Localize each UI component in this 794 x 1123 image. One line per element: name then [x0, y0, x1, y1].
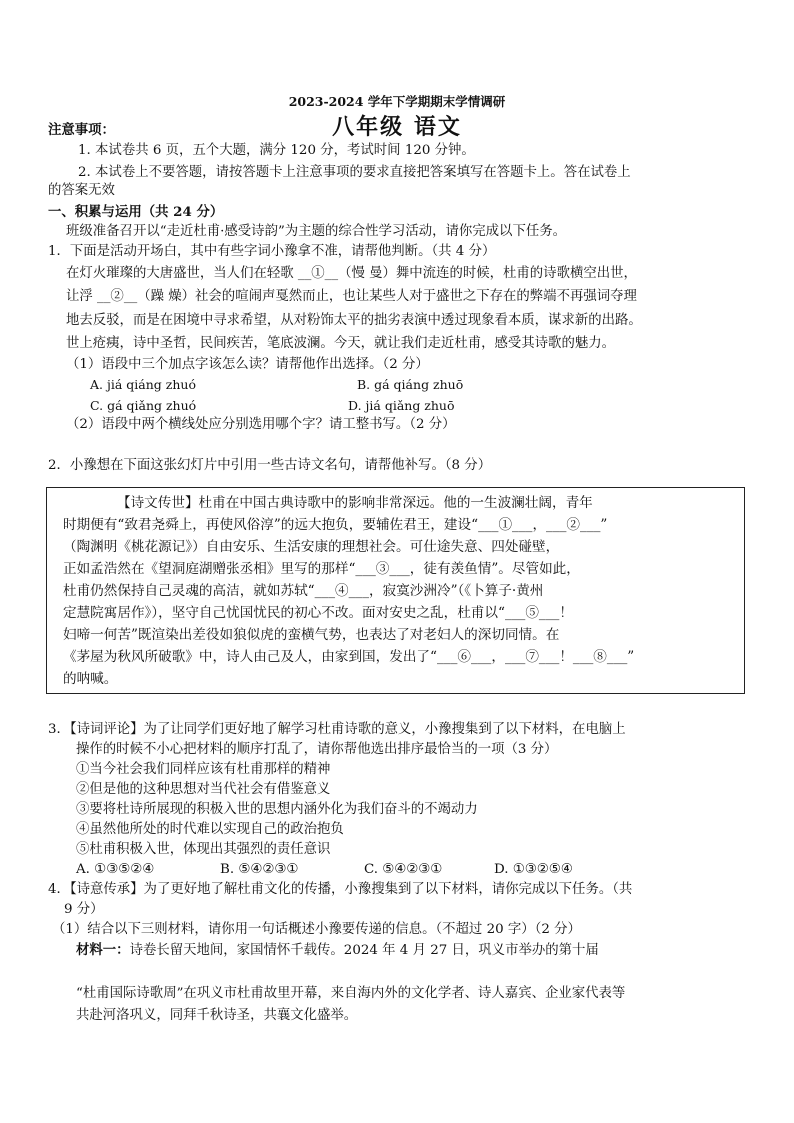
- slide-line: 妇啼一何苦”既渲染出差役如狼似虎的蛮横气势，也表达了对老妇人的深切同情。在: [63, 627, 560, 643]
- notes-item-2: 2. 本试卷上不要答题，请按答题卡上注意事项的要求直接把答案填写在答题卡上。答在试卷上: [78, 165, 631, 180]
- question-1-option-a: A. jiá qiáng zhuó: [90, 377, 196, 392]
- question-3-option-a: A. ①③⑤②④: [76, 862, 155, 877]
- material-1-cont: 共赴河洛巩义，同拜千秋诗圣，共襄文化盛举。: [76, 1008, 358, 1023]
- question-2-stem: 2．小豫想在下面这张幻灯片中引用一些古诗文名句，请帮他补写。（8 分）: [48, 458, 492, 473]
- question-1-option-b: B. gá qiáng zhuō: [357, 377, 464, 392]
- question-3-item: ②但是他的这种思想对当代社会有借鉴意义: [76, 782, 331, 797]
- question-1-passage-line: 地去反驳，而是在困境中寻求希望，从对粉饰太平的拙劣表演中透过现象看本质，谋求新的出路。: [66, 313, 642, 328]
- notes-item-2-cont: 的答案无效: [48, 183, 115, 198]
- slide-line: 时期便有“致君尧舜上，再使风俗淳”的远大抱负，要辅佐君王，建设“___①___，___②___”: [63, 517, 608, 533]
- question-1-passage-line: 世上疮痍，诗中圣哲，民间疾苦，笔底波澜。今天，就让我们走近杜甫，感受其诗歌的魅力。: [66, 336, 616, 351]
- notes-item-1: 1. 本试卷共 6 页，五个大题，满分 120 分，考试时间 120 分钟。: [78, 143, 475, 158]
- exam-subtitle: 2023-2024 学年下学期期末学情调研: [288, 94, 506, 109]
- section-1-intro: 班级准备召开以“走近杜甫·感受诗韵”为主题的综合性学习活动，请你完成以下任务。: [66, 224, 567, 239]
- question-3-option-d: D. ①③②⑤④: [494, 862, 573, 877]
- notes-heading: 注意事项：: [48, 122, 115, 138]
- question-3-stem: 3．【诗词评论】为了让同学们更好地了解学习杜甫诗歌的意义，小豫搜集到了以下材料，在电脑上: [48, 722, 626, 737]
- slide-box: [46, 487, 745, 694]
- slide-line: 《茅屋为秋风所破歌》中，诗人由己及人，由家到国，发出了“___⑥___，___⑦___！___⑧___”: [63, 649, 635, 665]
- section-1-heading: 一、积累与运用（共 24 分）: [48, 204, 224, 220]
- question-1-option-d: D. jiá qiǎng zhuō: [348, 398, 455, 413]
- exam-title: 八年级 语文: [332, 114, 462, 140]
- question-1-passage-line: 在灯火璀璨的大唐盛世，当人们在轻歌 __①__（慢 曼）舞中流连的时候，杜甫的诗歌横空出世，: [66, 266, 637, 281]
- slide-line: 【诗文传世】杜甫在中国古典诗歌中的影响非常深远。他的一生波澜壮阔，青年: [117, 495, 593, 511]
- question-3-stem-cont: 操作的时候不小心把材料的顺序打乱了，请你帮他选出排序最恰当的一项（3 分）: [76, 742, 558, 757]
- question-3-item: ⑤杜甫积极入世，体现出其强烈的责任意识: [76, 842, 331, 857]
- question-4-stem-cont: 9 分）: [64, 902, 104, 917]
- question-1-passage-line: 让浮 __②__（躁 燥）社会的喧闹声戛然而止，也让某些人对于盛世之下存在的弊端不再强词夺理: [66, 289, 637, 304]
- question-4-sub-1: （1）结合以下三则材料，请你用一句话概述小豫要传递的信息。（不超过 20 字）（2 分）: [52, 922, 581, 937]
- question-3-item: ①当今社会我们同样应该有杜甫那样的精神: [76, 762, 331, 777]
- question-1-option-c: C. gá qiǎng zhuó: [90, 398, 197, 413]
- material-1-label: 材料一：: [76, 942, 130, 958]
- material-1-cont: “杜甫国际诗歌周”在巩义市杜甫故里开幕，来自海内外的文化学者、诗人嘉宾、企业家代表等: [76, 986, 626, 1001]
- question-1-sub-2: （2）语段中两个横线处应分别选用哪个字？请工整书写。（2 分）: [66, 417, 456, 432]
- slide-line: （陶渊明《桃花源记》）自由安乐、生活安康的理想社会。可仕途失意、四处碰壁，: [63, 539, 560, 555]
- slide-line: 定慧院寓居作》），坚守自己忧国忧民的初心不改。面对安史之乱，杜甫以“___⑤___！: [63, 605, 573, 621]
- question-1-stem: 1．下面是活动开场白，其中有些字词小豫拿不准，请帮他判断。（共 4 分）: [48, 244, 496, 259]
- question-1-sub-1: （1）语段中三个加点字该怎么读？请帮他作出选择。（2 分）: [66, 357, 429, 372]
- question-3-option-b: B. ⑤④②③①: [220, 862, 299, 877]
- material-1: [76, 941, 599, 960]
- slide-line: 杜甫仍然保持自己灵魂的高洁，就如苏轼“___④___，寂寞沙洲冷”（《卜算子·黄州: [63, 583, 544, 599]
- slide-line: 的呐喊。: [63, 671, 118, 687]
- question-4-stem: 4．【诗意传承】为了更好地了解杜甫文化的传播，小豫搜集到了以下材料，请你完成以下任务。（共: [48, 882, 633, 897]
- slide-line: 正如孟浩然在《望洞庭湖赠张丞相》里写的那样“___③___，徒有羡鱼情”。尽管如此，: [63, 561, 580, 577]
- material-1-text: 诗卷长留天地间，家国情怀千载传。2024 年 4 月 27 日，巩义市举办的第十届: [129, 943, 599, 958]
- question-3-item: ③要将杜诗所展现的积极入世的思想内涵外化为我们奋斗的不竭动力: [76, 802, 478, 817]
- question-3-option-c: C. ⑤④②③①: [364, 862, 443, 877]
- question-3-item: ④虽然他所处的时代难以实现自己的政治抱负: [76, 822, 344, 837]
